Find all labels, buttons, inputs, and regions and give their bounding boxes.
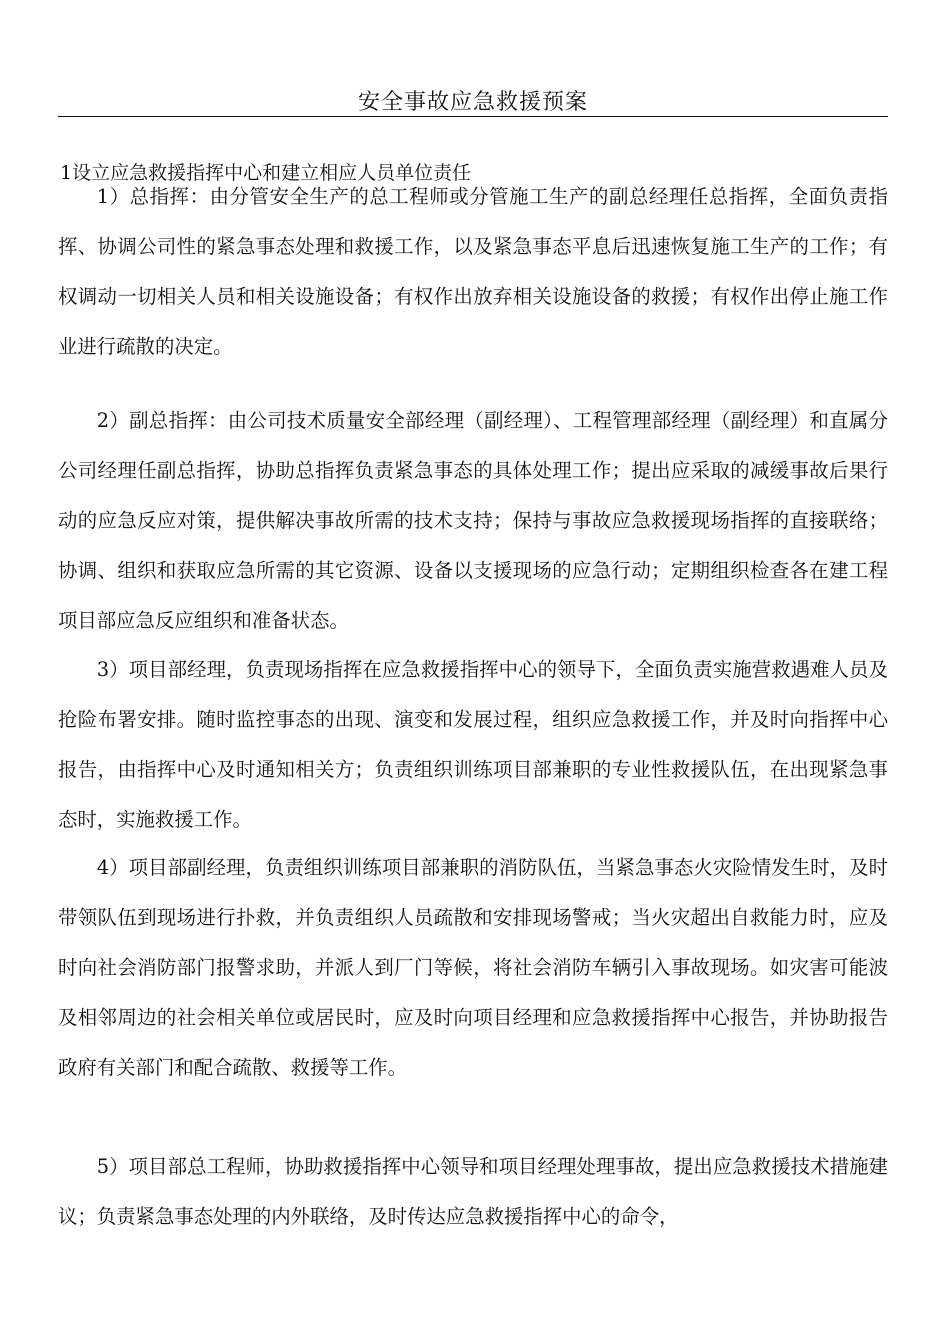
section-heading: 1设立应急救援指挥中心和建立相应人员单位责任 xyxy=(60,162,472,184)
paragraph-project-manager: 3）项目部经理，负责现场指挥在应急救援指挥中心的领导下，全面负责实施营救遇难人员及抢险布署安排。随时监控事态的出现、演变和发展过程，组织应急救援工作，并及时向指挥中心报告，由指挥中心及时通知相关方；负责组织训练项目部兼职的专业性救援队伍，在出现紧急事态时，实施救援工作。 xyxy=(58,658,888,831)
title-underline xyxy=(58,116,888,117)
document-title: 安全事故应急救援预案 xyxy=(357,90,588,115)
paragraph-deputy-project-manager: 4）项目部副经理，负责组织训练项目部兼职的消防队伍，当紧急事态火灾险情发生时，及时带领队伍到现场进行扑救，并负责组织人员疏散和安排现场警戒；当火灾超出自救能力时，应及时向社会消防部门报警求助，并派人到厂门等候，将社会消防车辆引入事故现场。如灾害可能波及相邻周边的社会相关单位或居民时，应及时向项目经理和应急救援指挥中心报告，并协助报告政府有关部门和配合疏散、救援等工作。 xyxy=(58,856,888,1079)
paragraph-chief-engineer: 5）项目部总工程师，协助救援指挥中心领导和项目经理处理事故，提出应急救援技术措施建议；负责紧急事态处理的内外联络，及时传达应急救援指挥中心的命令， xyxy=(58,1155,888,1228)
paragraph-deputy-commander: 2）副总指挥：由公司技术质量安全部经理（副经理）、工程管理部经理（副经理）和直属分公司经理任副总指挥，协助总指挥负责紧急事态的具体处理工作；提出应采取的减缓事故后果行动的应急反应对策，提供解决事故所需的技术支持；保持与事故应急救援现场指挥的直接联络；协调、组织和获取应急所需的其它资源、设备以支援现场的应急行动；定期组织检查各在建工程项目部应急反应组织和准备状态。 xyxy=(58,409,888,632)
paragraph-general-commander: 1）总指挥：由分管安全生产的总工程师或分管施工生产的副总经理任总指挥，全面负责指挥、协调公司性的紧急事态处理和救援工作，以及紧急事态平息后迅速恢复施工生产的工作；有权调动一切相关人员和相关设施设备；有权作出放弃相关设施设备的救援；有权作出停止施工作业进行疏散的决定。 xyxy=(58,185,888,358)
